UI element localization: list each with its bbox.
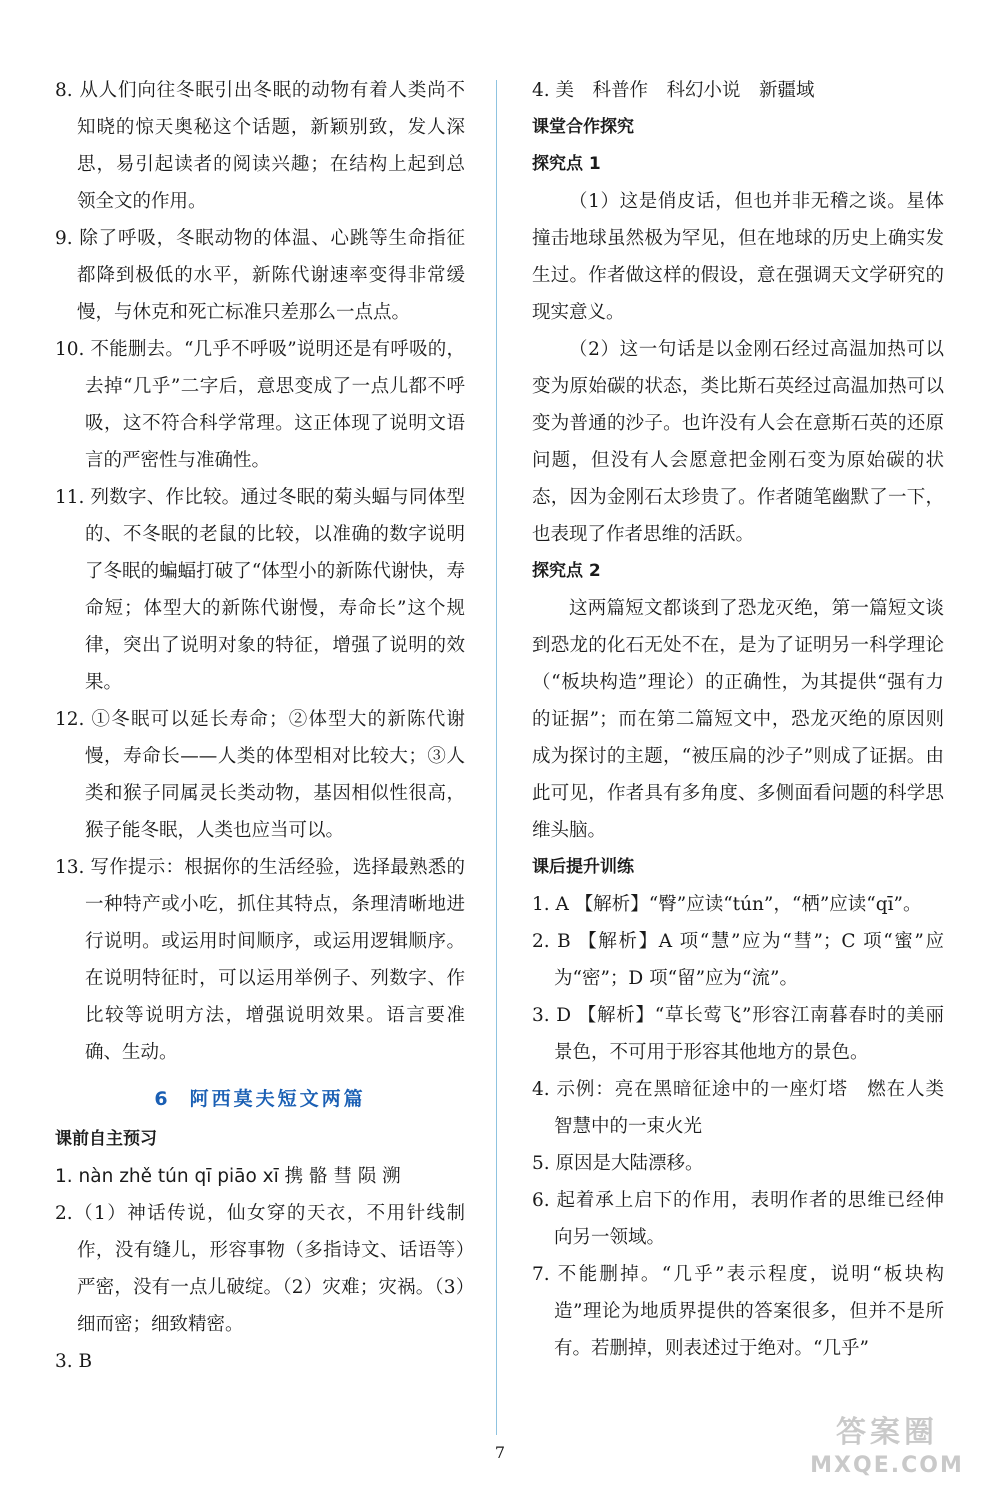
explore-heading: 课堂合作探究 <box>532 117 634 137</box>
answer-item-12: 12. ①冬眠可以延长寿命；②体型大的新陈代谢慢，寿命长——人类的体型相对比较大；③人类和猴子同属灵长类动物，基因相似性很高，猴子能冬眠，人类也应当可以。 <box>55 709 465 841</box>
right-column <box>532 72 944 1367</box>
answer-item-8: 8. 从人们向往冬眠引出冬眠的动物有着人类尚不知晓的惊天奥秘这个话题，新颖别致，发人深思，易引起读者的阅读兴趣；在结构上起到总领全文的作用。 <box>55 80 465 212</box>
training-item-6: 6. 起着承上启下的作用，表明作者的思维已经伸向另一领域。 <box>532 1190 944 1248</box>
training-heading: 课后提升训练 <box>532 857 634 877</box>
section-title-text: 阿西莫夫短文两篇 <box>189 1088 366 1110</box>
training-item-3: 3. D 【解析】“草长莺飞”形容江南暮春时的美丽景色，不可用于形容其他地方的景色。 <box>532 1005 944 1063</box>
watermark-logo <box>792 1414 982 1486</box>
column-divider <box>496 80 497 1435</box>
section-title <box>55 1077 465 1121</box>
training-item-2: 2. B 【解析】A 项“慧”应为“彗”；C 项“蜜”应为“密”；D 项“留”应为“流”。 <box>532 931 944 989</box>
watermark-top: 答案圈 <box>836 1415 938 1450</box>
answer-item-13: 13. 写作提示：根据你的生活经验，选择最熟悉的一种特产或小吃，抓住其特点，条理清晰地进行说明。或运用时间顺序，或运用逻辑顺序。在说明特征时，可以运用举例子、列数字、作比较等说明方法，增强说明效果。语言要准确、生动。 <box>55 857 465 1063</box>
preview-heading: 课前自主预习 <box>55 1129 157 1149</box>
preview-item-3: 3. B <box>55 1351 93 1372</box>
training-item-5: 5. 原因是大陆漂移。 <box>532 1153 704 1174</box>
explore-point-1-para-1: （1）这是俏皮话，但也并非无稽之谈。星体撞击地球虽然极为罕见，但在地球的历史上确实发生过。作者做这样的假设，意在强调天文学研究的现实意义。 <box>532 191 944 323</box>
training-item-4: 4. 示例：亮在黑暗征途中的一座灯塔 燃在人类智慧中的一束火光 <box>532 1079 944 1137</box>
section-number: 6 <box>154 1088 168 1110</box>
training-item-1: 1. A 【解析】“臀”应读“tún”，“栖”应读“qī”。 <box>532 894 922 915</box>
answer-item-9: 9. 除了呼吸，冬眠动物的体温、心跳等生命指征都降到极低的水平，新陈代谢速率变得非常缓慢，与休克和死亡标准只差那么一点点。 <box>55 228 465 323</box>
explore-point-1-heading: 探究点 1 <box>532 154 601 174</box>
explore-point-1-para-2: （2）这一句话是以金刚石经过高温加热可以变为原始碳的状态，类比斯石英经过高温加热可以变为普通的沙子。也许没有人会在意斯石英的还原问题，但没有人会愿意把金刚石变为原始碳的状态，因为金刚石太珍贵了。作者随笔幽默了一下，也表现了作者思维的活跃。 <box>532 339 944 545</box>
preview-item-2: 2.（1）神话传说，仙女穿的天衣，不用针线制作，没有缝儿，形容事物（多指诗文、话语等）严密，没有一点儿破绽。（2）灾难；灾祸。（3）细而密；细致精密。 <box>55 1203 465 1335</box>
training-item-7: 7. 不能删掉。“几乎”表示程度，说明“板块构造”理论为地质界提供的答案很多，但并不是所有。若删掉，则表述过于绝对。“几乎” <box>532 1264 944 1359</box>
watermark-bottom: MXQE.COM <box>810 1453 964 1478</box>
left-column <box>55 72 465 1380</box>
explore-point-2-heading: 探究点 2 <box>532 561 601 581</box>
page-number: 7 <box>494 1443 506 1462</box>
answer-item-10: 10. 不能删去。“几乎不呼吸”说明还是有呼吸的，去掉“几乎”二字后，意思变成了一点儿都不呼吸，这不符合科学常理。这正体现了说明文语言的严密性与准确性。 <box>55 339 465 471</box>
preview-item-1: 1. nàn zhě tún qī piāo xī 携 骼 彗 陨 溯 <box>55 1166 401 1187</box>
answer-item-11: 11. 列数字、作比较。通过冬眠的菊头蝠与同体型的、不冬眠的老鼠的比较，以准确的数字说明了冬眠的蝙蝠打破了“体型小的新陈代谢快，寿命短；体型大的新陈代谢慢，寿命长”这个规律，突出了说明对象的特征，增强了说明的效果。 <box>55 487 465 693</box>
preview-item-4: 4. 美 科普作 科幻小说 新疆域 <box>532 80 815 101</box>
explore-point-2-para: 这两篇短文都谈到了恐龙灭绝，第一篇短文谈到恐龙的化石无处不在，是为了证明另一科学理论（“板块构造”理论）的正确性，为其提供“强有力的证据”；而在第二篇短文中，恐龙灭绝的原因则成为探讨的主题，“被压扁的沙子”则成了证据。由此可见，作者具有多角度、多侧面看问题的科学思维头脑。 <box>532 598 944 841</box>
